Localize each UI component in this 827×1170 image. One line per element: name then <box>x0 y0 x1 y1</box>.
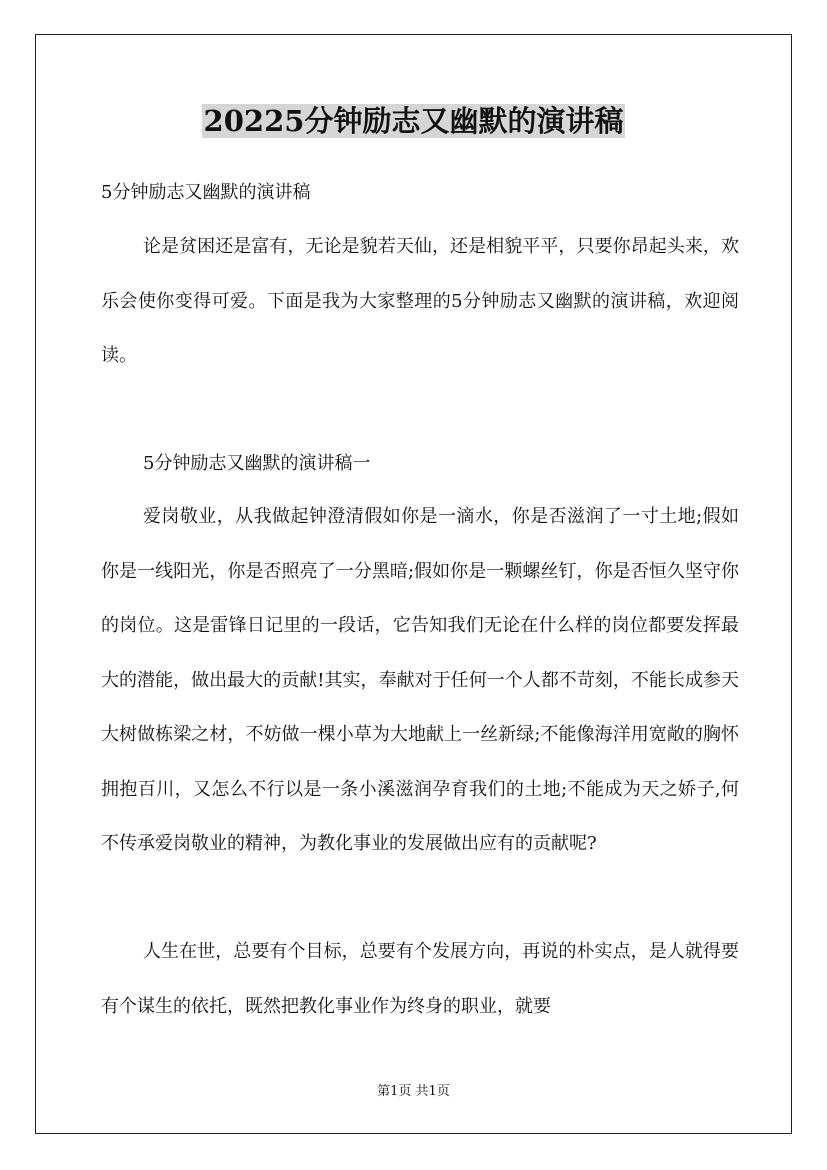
intro-paragraph: 论是贫困还是富有，无论是貌若天仙，还是相貌平平，只要你昂起头来，欢乐会使你变得可爱。下面是我为大家整理的5分钟励志又幽默的演讲稿，欢迎阅读。 <box>101 236 739 366</box>
page-footer: 第1页 共1页 <box>377 1084 450 1099</box>
section-title: 5分钟励志又幽默的演讲稿一 <box>143 453 371 474</box>
body-paragraph-2: 人生在世，总要有个目标，总要有个发展方向，再说的朴实点，是人就得要有个谋生的依托，既然把教化事业作为终身的职业，就要 <box>101 941 739 1017</box>
document-title <box>0 101 827 141</box>
title-text: 20225分钟励志又幽默的演讲稿 <box>203 104 624 138</box>
body-paragraph-1: 爱岗敬业，从我做起钟澄清假如你是一滴水，你是否滋润了一寸土地;假如你是一线阳光，你是否照亮了一分黑暗;假如你是一颗螺丝钉，你是否恒久坚守你的岗位。这是雷锋日记里的一段话，它告知我们无论在什么样的岗位都要发挥最大的潜能，做出最大的贡献!其实，奉献对于任何一个人都不苛刻，不能长成参天大树做栋梁之材，不妨做一棵小草为大地献上一丝新绿;不能像海洋用宽敞的胸怀拥抱百川，又怎么不行以是一条小溪滋润孕育我们的土地;不能成为天之娇子,何不传承爱岗敬业的精神，为教化事业的发展做出应有的贡献呢? <box>101 506 739 854</box>
document-subtitle: 5分钟励志又幽默的演讲稿 <box>101 182 311 203</box>
